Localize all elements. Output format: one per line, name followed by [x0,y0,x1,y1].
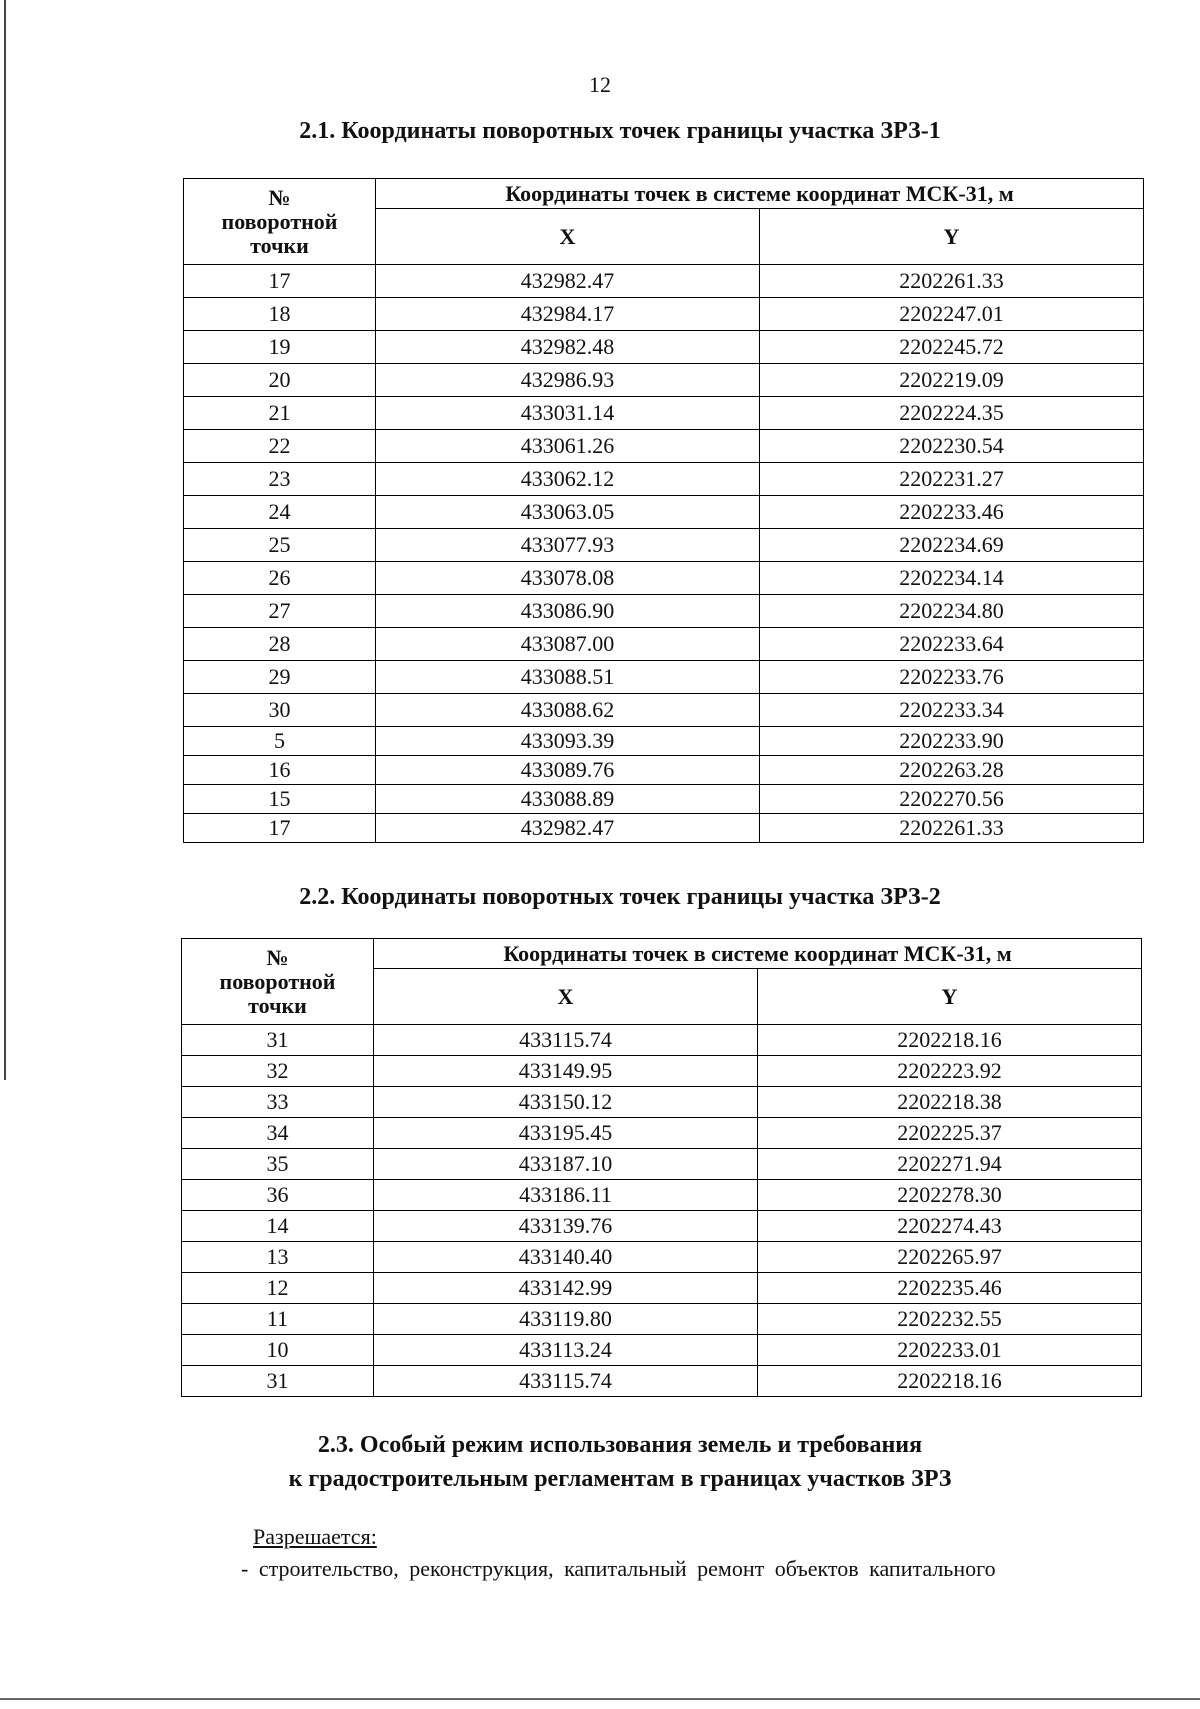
x-coordinate-cell: 433140.40 [374,1242,758,1273]
zrz2-coordinates-table [181,938,1142,1397]
header-x: X [374,969,758,1025]
x-coordinate-cell: 432984.17 [376,298,760,331]
table-row [184,496,1144,529]
table-row [184,785,1144,814]
table-row [184,265,1144,298]
x-coordinate-cell: 433063.05 [376,496,760,529]
table-row [182,1366,1142,1397]
x-coordinate-cell: 433093.39 [376,727,760,756]
table-row [182,1273,1142,1304]
table-row [182,1335,1142,1366]
table-row [184,562,1144,595]
y-coordinate-cell: 2202233.46 [760,496,1144,529]
zrz1-coordinates-table [183,178,1144,843]
point-number-cell: 10 [182,1335,374,1366]
table-row [184,397,1144,430]
x-coordinate-cell: 433139.76 [374,1211,758,1242]
allowed-label: Разрешается: [253,1524,377,1549]
table-row [184,814,1144,843]
y-coordinate-cell: 2202234.14 [760,562,1144,595]
table-row [184,364,1144,397]
point-number-cell: 18 [184,298,376,331]
point-number-cell: 20 [184,364,376,397]
table-row [182,1056,1142,1087]
y-coordinate-cell: 2202223.92 [758,1056,1142,1087]
point-number-cell: 13 [182,1242,374,1273]
x-coordinate-cell: 433119.80 [374,1304,758,1335]
point-number-cell: 27 [184,595,376,628]
y-coordinate-cell: 2202218.38 [758,1087,1142,1118]
table-row [182,1118,1142,1149]
table-row [184,331,1144,364]
x-coordinate-cell: 433088.62 [376,694,760,727]
zrz2-table-body [182,1025,1142,1397]
point-number-cell: 15 [184,785,376,814]
point-number-cell: 17 [184,814,376,843]
y-coordinate-cell: 2202247.01 [760,298,1144,331]
x-coordinate-cell: 432986.93 [376,364,760,397]
table-row [182,1025,1142,1056]
point-number-cell: 34 [182,1118,374,1149]
x-coordinate-cell: 433031.14 [376,397,760,430]
point-number-cell: 24 [184,496,376,529]
point-number-cell: 32 [182,1056,374,1087]
table-row [182,1211,1142,1242]
y-coordinate-cell: 2202230.54 [760,430,1144,463]
point-number-cell: 30 [184,694,376,727]
point-number-cell: 31 [182,1025,374,1056]
x-coordinate-cell: 433115.74 [374,1025,758,1056]
x-coordinate-cell: 433086.90 [376,595,760,628]
page-number: 12 [589,72,611,97]
x-coordinate-cell: 433061.26 [376,430,760,463]
x-coordinate-cell: 433115.74 [374,1366,758,1397]
x-coordinate-cell: 433088.89 [376,785,760,814]
y-coordinate-cell: 2202270.56 [760,785,1144,814]
x-coordinate-cell: 433078.08 [376,562,760,595]
header-point-number: № поворотной точки [184,179,376,265]
x-coordinate-cell: 432982.48 [376,331,760,364]
y-coordinate-cell: 2202232.55 [758,1304,1142,1335]
table-row [182,1180,1142,1211]
y-coordinate-cell: 2202218.16 [758,1366,1142,1397]
section-2-2-title: 2.2. Координаты поворотных точек границы участка ЗРЗ-2 [299,884,941,910]
y-coordinate-cell: 2202274.43 [758,1211,1142,1242]
y-coordinate-cell: 2202218.16 [758,1025,1142,1056]
y-coordinate-cell: 2202233.34 [760,694,1144,727]
y-coordinate-cell: 2202224.35 [760,397,1144,430]
section-2-3-title-line2: к градостроительным регламентам в границах участков ЗРЗ [288,1466,952,1492]
table-row [184,298,1144,331]
point-number-cell: 11 [182,1304,374,1335]
point-number-cell: 19 [184,331,376,364]
y-coordinate-cell: 2202265.97 [758,1242,1142,1273]
point-number-cell: 26 [184,562,376,595]
table-row [184,727,1144,756]
point-number-cell: 35 [182,1149,374,1180]
table-row [184,529,1144,562]
point-number-cell: 28 [184,628,376,661]
y-coordinate-cell: 2202261.33 [760,265,1144,298]
x-coordinate-cell: 433062.12 [376,463,760,496]
x-coordinate-cell: 433186.11 [374,1180,758,1211]
table-row [184,694,1144,727]
point-number-cell: 14 [182,1211,374,1242]
y-coordinate-cell: 2202263.28 [760,756,1144,785]
y-coordinate-cell: 2202278.30 [758,1180,1142,1211]
y-coordinate-cell: 2202271.94 [758,1149,1142,1180]
x-coordinate-cell: 433088.51 [376,661,760,694]
header-y: Y [760,209,1144,265]
point-number-cell: 36 [182,1180,374,1211]
table-row [184,756,1144,785]
y-coordinate-cell: 2202233.01 [758,1335,1142,1366]
point-number-cell: 25 [184,529,376,562]
x-coordinate-cell: 433142.99 [374,1273,758,1304]
y-coordinate-cell: 2202233.64 [760,628,1144,661]
table-row [184,430,1144,463]
x-coordinate-cell: 432982.47 [376,814,760,843]
x-coordinate-cell: 433150.12 [374,1087,758,1118]
x-coordinate-cell: 433077.93 [376,529,760,562]
point-number-cell: 21 [184,397,376,430]
point-number-cell: 5 [184,727,376,756]
header-y: Y [758,969,1142,1025]
table-row [184,595,1144,628]
scan-edge-left [4,0,6,1080]
table-row [184,661,1144,694]
table-row [184,463,1144,496]
table-row [182,1087,1142,1118]
point-number-cell: 12 [182,1273,374,1304]
point-number-cell: 17 [184,265,376,298]
y-coordinate-cell: 2202234.69 [760,529,1144,562]
scan-edge-bottom [0,1698,1200,1700]
point-number-cell: 33 [182,1087,374,1118]
point-number-cell: 31 [182,1366,374,1397]
x-coordinate-cell: 433149.95 [374,1056,758,1087]
x-coordinate-cell: 433089.76 [376,756,760,785]
x-coordinate-cell: 433113.24 [374,1335,758,1366]
y-coordinate-cell: 2202234.80 [760,595,1144,628]
header-coordinates: Координаты точек в системе координат МСК-31, м [376,179,1144,209]
y-coordinate-cell: 2202231.27 [760,463,1144,496]
point-number-cell: 29 [184,661,376,694]
header-coordinates: Координаты точек в системе координат МСК-31, м [374,939,1142,969]
y-coordinate-cell: 2202245.72 [760,331,1144,364]
y-coordinate-cell: 2202261.33 [760,814,1144,843]
table-row [182,1242,1142,1273]
x-coordinate-cell: 433187.10 [374,1149,758,1180]
y-coordinate-cell: 2202233.90 [760,727,1144,756]
y-coordinate-cell: 2202233.76 [760,661,1144,694]
table-row [182,1149,1142,1180]
point-number-cell: 23 [184,463,376,496]
y-coordinate-cell: 2202225.37 [758,1118,1142,1149]
y-coordinate-cell: 2202235.46 [758,1273,1142,1304]
header-point-number: № поворотной точки [182,939,374,1025]
point-number-cell: 16 [184,756,376,785]
zrz1-table-body [184,265,1144,843]
table-row [182,1304,1142,1335]
header-x: X [376,209,760,265]
section-2-1-title: 2.1. Координаты поворотных точек границы участка ЗРЗ-1 [299,118,941,144]
allowed-text-line: - строительство, реконструкция, капитальный ремонт объектов капитального [241,1556,996,1581]
table-row [184,628,1144,661]
y-coordinate-cell: 2202219.09 [760,364,1144,397]
point-number-cell: 22 [184,430,376,463]
section-2-3-title-line1: 2.3. Особый режим использования земель и требования [317,1432,923,1458]
x-coordinate-cell: 433195.45 [374,1118,758,1149]
x-coordinate-cell: 433087.00 [376,628,760,661]
x-coordinate-cell: 432982.47 [376,265,760,298]
